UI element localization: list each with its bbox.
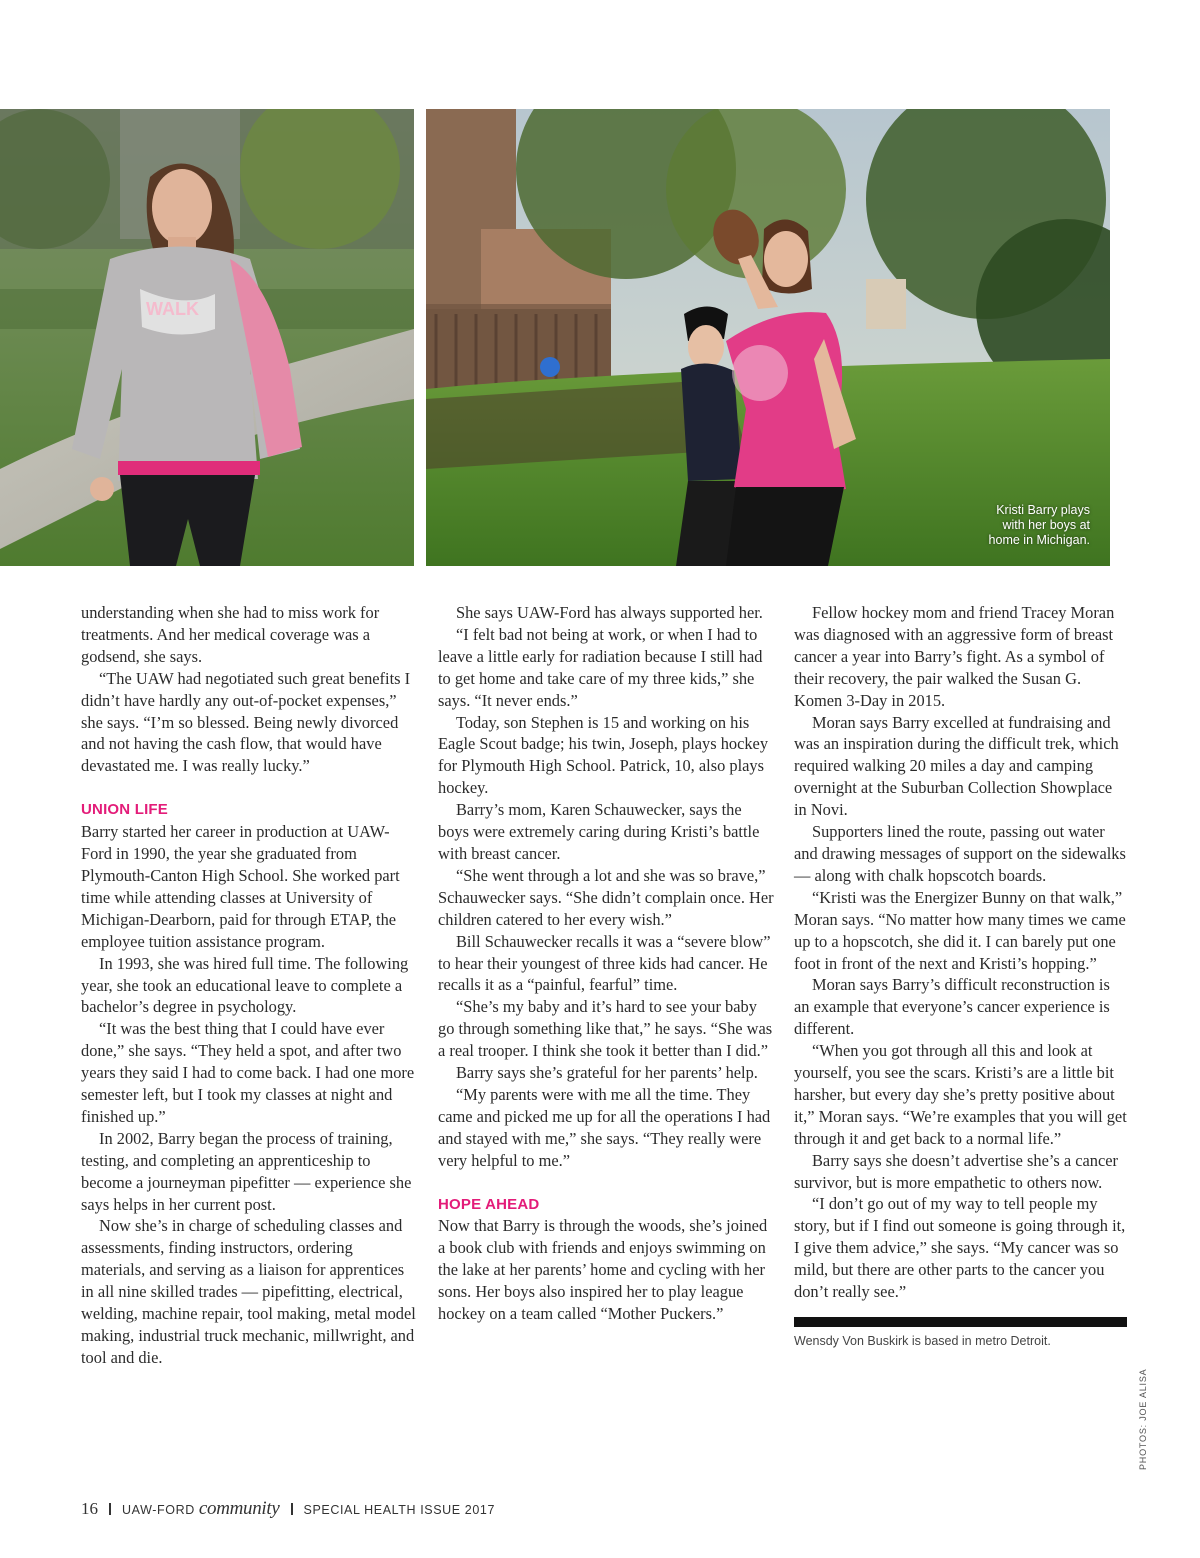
- article-paragraph: “I don’t go out of my way to tell people my story, but if I find out someone is going through it, I give them advice,” she says. “My cancer was so mild, but there are other parts to the cancer you don’t really see.”: [794, 1194, 1126, 1302]
- issue-label: SPECIAL HEALTH ISSUE 2017: [303, 1503, 495, 1517]
- article-paragraph: Now that Barry is through the woods, she’s joined a book club with friends and enjoys swimming on the lake at her parents’ home and cycling with her sons. Her boys also inspired her to play league hockey on a team called “Mother Puckers.”: [438, 1216, 768, 1324]
- article-paragraph: Barry says she’s grateful for her parents’ help.: [456, 1063, 758, 1083]
- section-heading: UNION LIFE: [81, 801, 168, 819]
- page-number: 16: [81, 1499, 98, 1518]
- footer-divider: [109, 1503, 111, 1515]
- article-paragraph: “She’s my baby and it’s hard to see your baby go through something like that,” he says. “She was a real trooper. I think she took it better than I did.”: [438, 997, 773, 1061]
- svg-text:WALK: WALK: [146, 299, 199, 319]
- article-column-2: [438, 602, 774, 1325]
- article-column-3: [794, 602, 1128, 1349]
- article-paragraph: She says UAW-Ford has always supported her.: [456, 603, 763, 622]
- family-football-illustration: [426, 109, 1110, 566]
- article-paragraph: “The UAW had negotiated such great benefits I didn’t have hardly any out-of-pocket expenses,” she says. “I’m so blessed. Being newly divorced and not having the cash flow, that would have devastated me. I was really lucky.”: [81, 668, 411, 776]
- article-paragraph: Moran says Barry’s difficult reconstruction is an example that everyone’s cancer experience is different.: [794, 975, 1110, 1039]
- article-paragraph: Now she’s in charge of scheduling classes and assessments, finding instructors, ordering materials, and serving as a liaison for apprentices in all nine skilled trades — pipefitting, electrical, welding, machine repair, tool making, metal model making, industrial truck mechanic, millwright, and tool and die.: [81, 1216, 416, 1367]
- publication-name: community: [198, 1498, 280, 1519]
- publication-prefix: UAW-FORD: [122, 1503, 195, 1517]
- article-paragraph: “I felt bad not being at work, or when I had to leave a little early for radiation because I still had to get home and take care of my three kids,” she says. “It never ends.”: [438, 624, 763, 710]
- article-paragraph: Barry started her career in production at UAW-Ford in 1990, the year she graduated from Plymouth-Canton High School. She worked part time while attending classes at University of Michigan-Dearborn, paid for through ETAP, the employee tuition assistance program.: [81, 822, 400, 951]
- article-paragraph: understanding when she had to miss work for treatments. And her medical coverage was a godsend, she says.: [81, 603, 380, 666]
- footer-divider: [291, 1503, 293, 1515]
- article-paragraph: Barry’s mom, Karen Schauwecker, says the boys were extremely caring during Kristi’s battle with breast cancer.: [438, 800, 760, 863]
- article-paragraph: “When you got through all this and look at yourself, you see the scars. Kristi’s are a little bit harsher, but every day she’s pretty positive about it,” Moran says. “We’re examples that you will get through it and get back to a normal life.”: [794, 1041, 1127, 1148]
- article-paragraph: Bill Schauwecker recalls it was a “severe blow” to hear their youngest of three kids had cancer. He recalls it as a “painful, fearful” time.: [438, 931, 771, 995]
- page-footer: [81, 1498, 495, 1520]
- caption-line: home in Michigan.: [988, 533, 1090, 547]
- author-bio: Wensdy Von Buskirk is based in metro Detroit.: [794, 1334, 1051, 1348]
- article-paragraph: “It was the best thing that I could have ever done,” she says. “They held a spot, and after two years they said I had to come back. I had one more semester left, but I took my classes at night and finished up.”: [81, 1019, 415, 1126]
- article-paragraph: “My parents were with me all the time. They came and picked me up for all the operations I had and stayed with me,” she says. “They really were very helpful to me.”: [438, 1084, 771, 1170]
- photo-credit: PHOTOS: JOE ALISA: [1138, 1368, 1148, 1470]
- article-paragraph: Today, son Stephen is 15 and working on his Eagle Scout badge; his twin, Joseph, plays hockey for Plymouth High School. Patrick, 10, also plays hockey.: [438, 712, 769, 798]
- article-column-1: [81, 602, 417, 1369]
- photo-family-football: [426, 109, 1110, 566]
- article-paragraph: Supporters lined the route, passing out water and drawing messages of support on the sidewalks — along with chalk hopscotch boards.: [794, 822, 1126, 885]
- photo-woman-walking: [0, 109, 414, 566]
- article-paragraph: Barry says she doesn’t advertise she’s a cancer survivor, but is more empathetic to others now.: [794, 1150, 1119, 1192]
- article-paragraph: “Kristi was the Energizer Bunny on that walk,” Moran says. “No matter how many times we came up to a hopscotch, she did it. I can barely put one foot in front of the next and Kristi’s hopping.”: [794, 887, 1126, 973]
- article-paragraph: Fellow hockey mom and friend Tracey Moran was diagnosed with an aggressive form of breast cancer a year into Barry’s fight. As a symbol of their recovery, the pair walked the Susan G. Komen 3-Day in 2015.: [794, 603, 1115, 710]
- article-paragraph: In 2002, Barry began the process of training, testing, and completing an apprenticeship to become a journeyman pipefitter — experience she says helps in her current post.: [81, 1128, 412, 1214]
- caption-line: with her boys at: [1002, 518, 1090, 532]
- article-paragraph: Moran says Barry excelled at fundraising and was an inspiration during the difficult trek, which required walking 20 miles a day and camping overnight at the Suburban Collection Showplace in Novi.: [794, 712, 1119, 820]
- article-end-bar: [794, 1317, 1127, 1327]
- caption-line: Kristi Barry plays: [996, 503, 1090, 517]
- section-heading: HOPE AHEAD: [438, 1195, 540, 1213]
- article-paragraph: “She went through a lot and she was so brave,” Schauwecker says. “She didn’t complain once. Her children catered to her every wish.”: [438, 865, 774, 929]
- article-paragraph: In 1993, she was hired full time. The following year, she took an educational leave to complete a bachelor’s degree in psychology.: [81, 953, 409, 1017]
- photo-caption: [940, 503, 1090, 548]
- article-column-3-body: [794, 602, 1128, 1303]
- woman-walking-illustration: [0, 109, 414, 566]
